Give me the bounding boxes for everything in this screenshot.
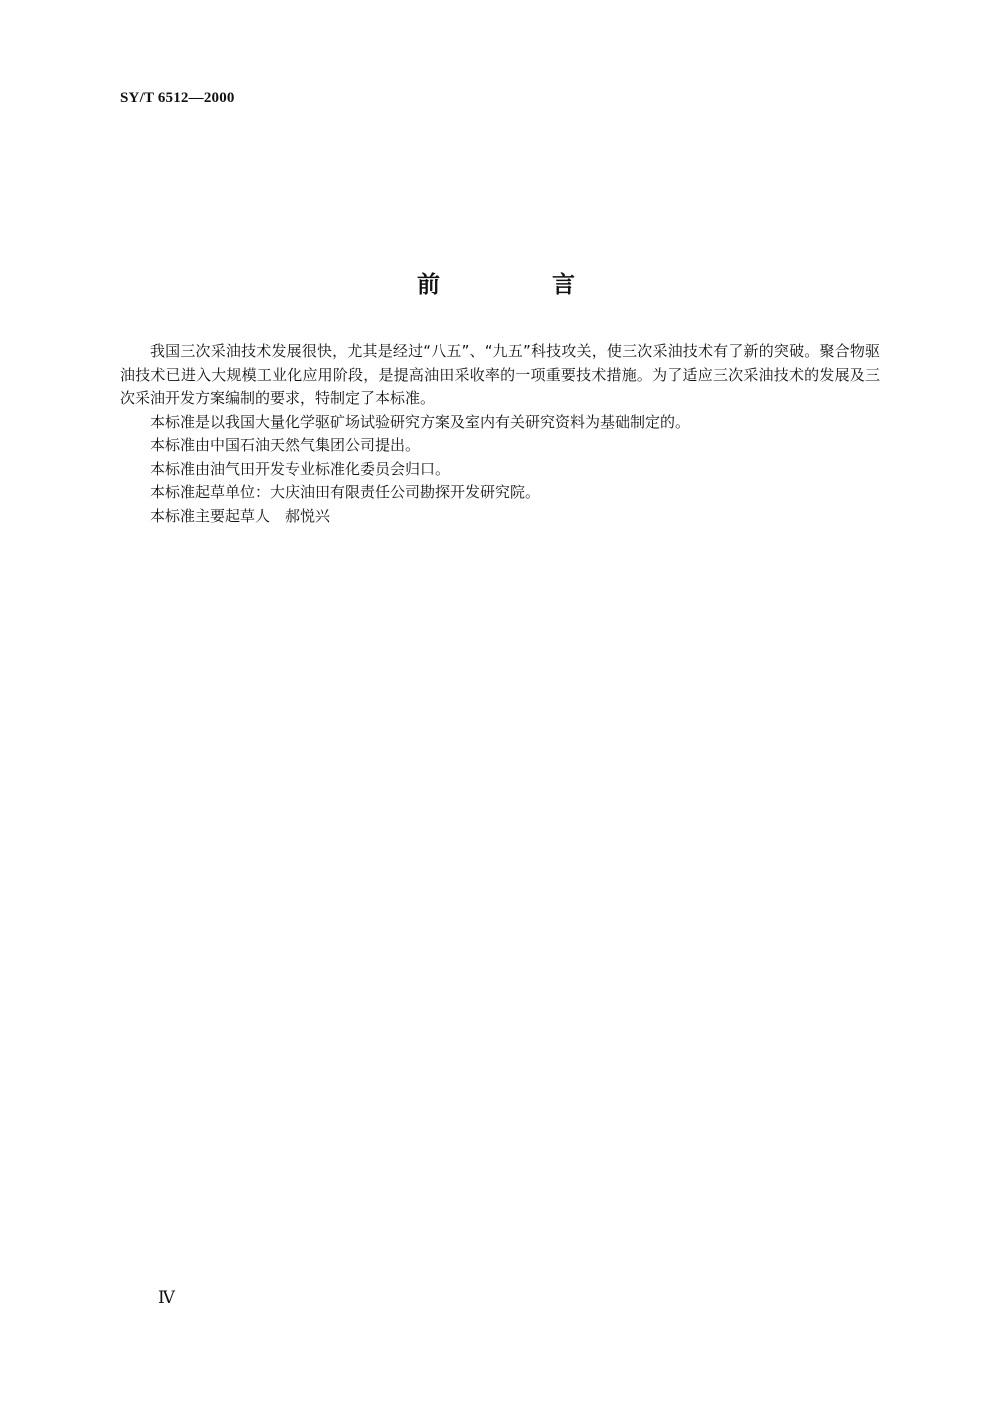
paragraph-drafter: 本标准主要起草人 郝悦兴 <box>150 506 331 525</box>
page-title: 前 言 <box>416 272 627 298</box>
standard-code: SY/T 6512—2000 <box>120 90 235 106</box>
paragraph-drafting-unit: 本标准起草单位：大庆油田有限责任公司勘探开发研究院。 <box>150 483 541 501</box>
paragraph-intro: 我国三次采油技术发展很快，尤其是经过“八五”、“九五”科技攻关，使三次采油技术有了新的突破。聚合物驱油技术已进入大规模工业化应用阶段，是提高油田采收率的一项重要技术措施。为了适应三次采油技术的发展及三次采油开发方案编制的要求，特制定了本标准。 <box>120 342 880 407</box>
page-number: Ⅳ <box>158 1288 175 1307</box>
paragraph-basis: 本标准是以我国大量化学驱矿场试验研究方案及室内有关研究资料为基础制定的。 <box>150 412 691 431</box>
preface-body <box>120 340 880 528</box>
paragraph-committee: 本标准由油气田开发专业标准化委员会归口。 <box>150 459 451 478</box>
paragraph-proposer: 本标准由中国石油天然气集团公司提出。 <box>150 436 421 454</box>
